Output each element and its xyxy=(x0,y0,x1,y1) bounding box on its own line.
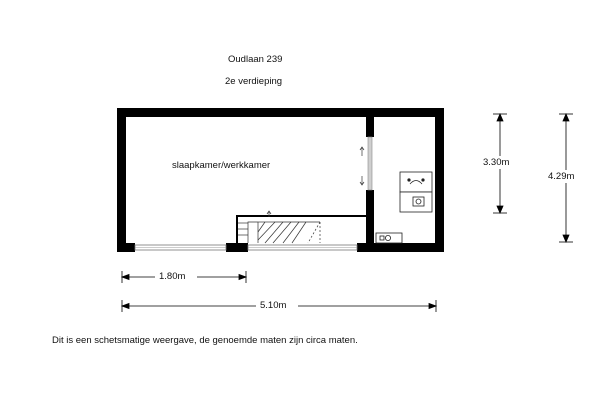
address-label: Oudlaan 239 xyxy=(228,54,283,65)
dimension-width-partial: 1.80m xyxy=(159,271,186,282)
dimension-height-outer: 4.29m xyxy=(548,171,575,182)
floor-label: 2e verdieping xyxy=(225,76,283,87)
dimension-height-inner: 3.30m xyxy=(483,157,510,168)
washing-machine-icon xyxy=(400,172,432,192)
up-arrow-icon xyxy=(360,147,364,156)
outer-walls xyxy=(117,108,444,252)
dryer-icon xyxy=(400,192,432,212)
sliding-door xyxy=(368,137,372,190)
down-arrow-icon xyxy=(360,176,364,185)
boiler-icon xyxy=(376,233,402,243)
room-label-main: slaapkamer/werkkamer xyxy=(172,160,271,171)
disclaimer-text: Dit is een schetsmatige weergave, de genoemde maten zijn circa maten. xyxy=(52,335,358,346)
dimension-width-total: 5.10m xyxy=(260,300,287,311)
